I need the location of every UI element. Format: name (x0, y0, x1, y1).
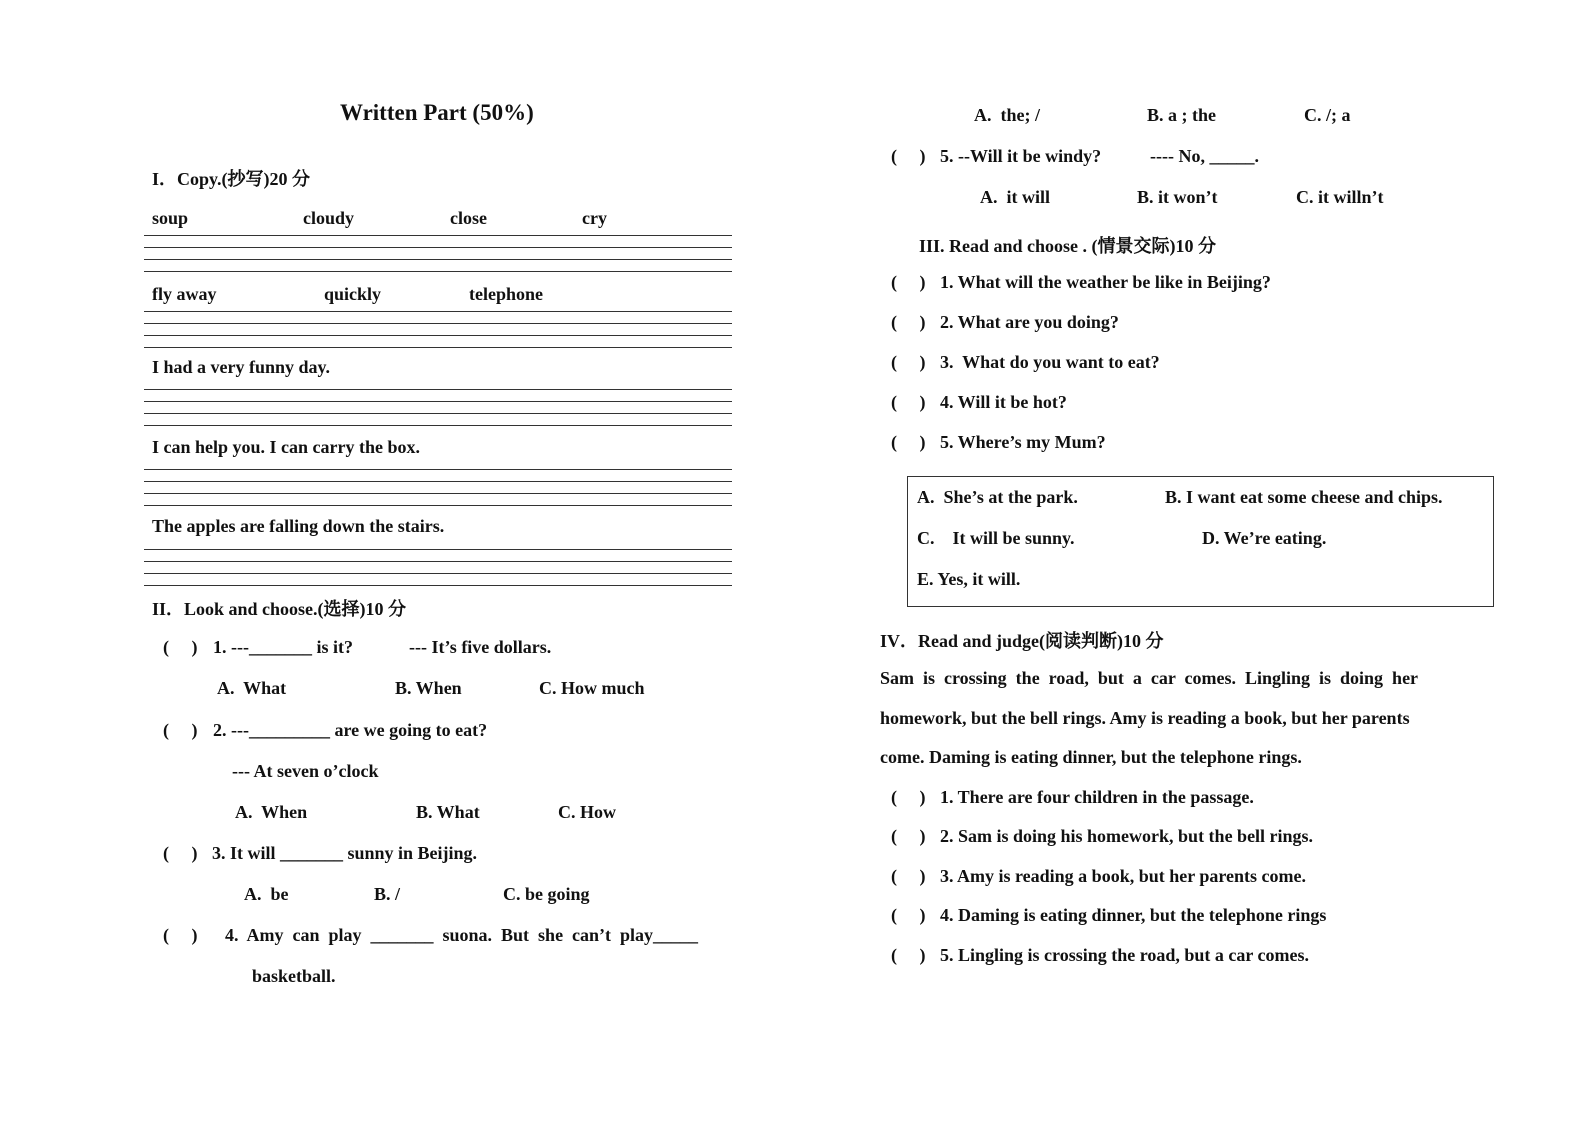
option: A. What (217, 678, 287, 698)
copy-word: cry (582, 208, 607, 228)
answer-blank[interactable]: ( ) (891, 352, 926, 372)
answer-blank[interactable]: ( ) (891, 146, 926, 166)
copy-word: soup (152, 208, 189, 228)
answer-blank[interactable]: ( ) (163, 720, 198, 740)
option: A. the; / (974, 105, 1040, 125)
copy-sentence: I had a very funny day. (152, 357, 331, 377)
judge-statement: 3. Amy is reading a book, but her parents come. (940, 866, 1307, 886)
section-3-heading: III. Read and choose . (情景交际)10 分 (919, 236, 1217, 256)
copy-sentence: I can help you. I can carry the box. (152, 437, 421, 457)
answer-blank[interactable]: ( ) (891, 945, 926, 965)
question-reply: ---- No, _____. (1150, 146, 1259, 166)
answer-blank[interactable]: ( ) (163, 925, 198, 945)
answer-blank[interactable]: ( ) (163, 843, 198, 863)
answer-option: E. Yes, it will. (917, 569, 1021, 589)
question-stem: 1. ---_______ is it? (213, 637, 353, 657)
copy-word: cloudy (303, 208, 355, 228)
option: A. it will (980, 187, 1050, 207)
copy-word: close (450, 208, 487, 228)
page-title: Written Part (50%) (340, 100, 534, 125)
question-stem: 3. It will _______ sunny in Beijing. (212, 843, 478, 863)
option: C. be going (503, 884, 590, 904)
answer-blank[interactable]: ( ) (891, 272, 926, 292)
question-stem: 2. ---_________ are we going to eat? (213, 720, 488, 740)
option: B. / (374, 884, 401, 904)
passage-line: come. Daming is eating dinner, but the telephone rings. (880, 747, 1302, 767)
option: C. How much (539, 678, 645, 698)
option: B. When (395, 678, 462, 698)
judge-statement: 5. Lingling is crossing the road, but a car comes. (940, 945, 1310, 965)
copy-word: fly away (152, 284, 217, 304)
answer-blank[interactable]: ( ) (891, 826, 926, 846)
section-2-heading: II．Look and choose.(选择)10 分 (152, 599, 407, 619)
answer-option: D. We’re eating. (1202, 528, 1327, 548)
judge-statement: 2. Sam is doing his homework, but the bell rings. (940, 826, 1314, 846)
answer-option: A. She’s at the park. (917, 487, 1078, 507)
question-stem: 5. --Will it be windy? (940, 146, 1102, 166)
dialogue-question: 1. What will the weather be like in Beijing? (940, 272, 1271, 292)
answer-blank[interactable]: ( ) (891, 866, 926, 886)
answer-blank[interactable]: ( ) (891, 312, 926, 332)
copy-word: quickly (324, 284, 382, 304)
section-4-heading: IV．Read and judge(阅读判断)10 分 (880, 631, 1164, 651)
option: C. How (558, 802, 616, 822)
passage-line: homework, but the bell rings. Amy is reading a book, but her parents (880, 708, 1410, 728)
option: A. When (235, 802, 308, 822)
answer-blank[interactable]: ( ) (891, 787, 926, 807)
question-reply: --- At seven o’clock (232, 761, 379, 781)
copy-word: telephone (469, 284, 543, 304)
judge-statement: 4. Daming is eating dinner, but the telephone rings (940, 905, 1327, 925)
copy-sentence: The apples are falling down the stairs. (152, 516, 445, 536)
dialogue-question: 2. What are you doing? (940, 312, 1119, 332)
question-reply: --- It’s five dollars. (409, 637, 552, 657)
dialogue-question: 3. What do you want to eat? (940, 352, 1160, 372)
question-continuation: basketball. (252, 966, 336, 986)
option: B. What (416, 802, 480, 822)
answer-blank[interactable]: ( ) (891, 905, 926, 925)
answer-blank[interactable]: ( ) (891, 392, 926, 412)
dialogue-question: 5. Where’s my Mum? (940, 432, 1106, 452)
question-stem: 4. Amy can play _______ suona. But she can’t play_____ (225, 925, 699, 945)
answer-option: B. I want eat some cheese and chips. (1165, 487, 1443, 507)
option: C. it willn’t (1296, 187, 1384, 207)
option: B. it won’t (1137, 187, 1218, 207)
judge-statement: 1. There are four children in the passage. (940, 787, 1254, 807)
dialogue-question: 4. Will it be hot? (940, 392, 1067, 412)
answer-blank[interactable]: ( ) (163, 637, 198, 657)
option: C. /; a (1304, 105, 1351, 125)
option: B. a ; the (1147, 105, 1216, 125)
passage-line: Sam is crossing the road, but a car comes. Lingling is doing her (880, 668, 1419, 688)
option: A. be (244, 884, 289, 904)
section-1-heading: I．Copy.(抄写)20 分 (152, 169, 311, 189)
answer-blank[interactable]: ( ) (891, 432, 926, 452)
answer-option: C. It will be sunny. (917, 528, 1075, 548)
